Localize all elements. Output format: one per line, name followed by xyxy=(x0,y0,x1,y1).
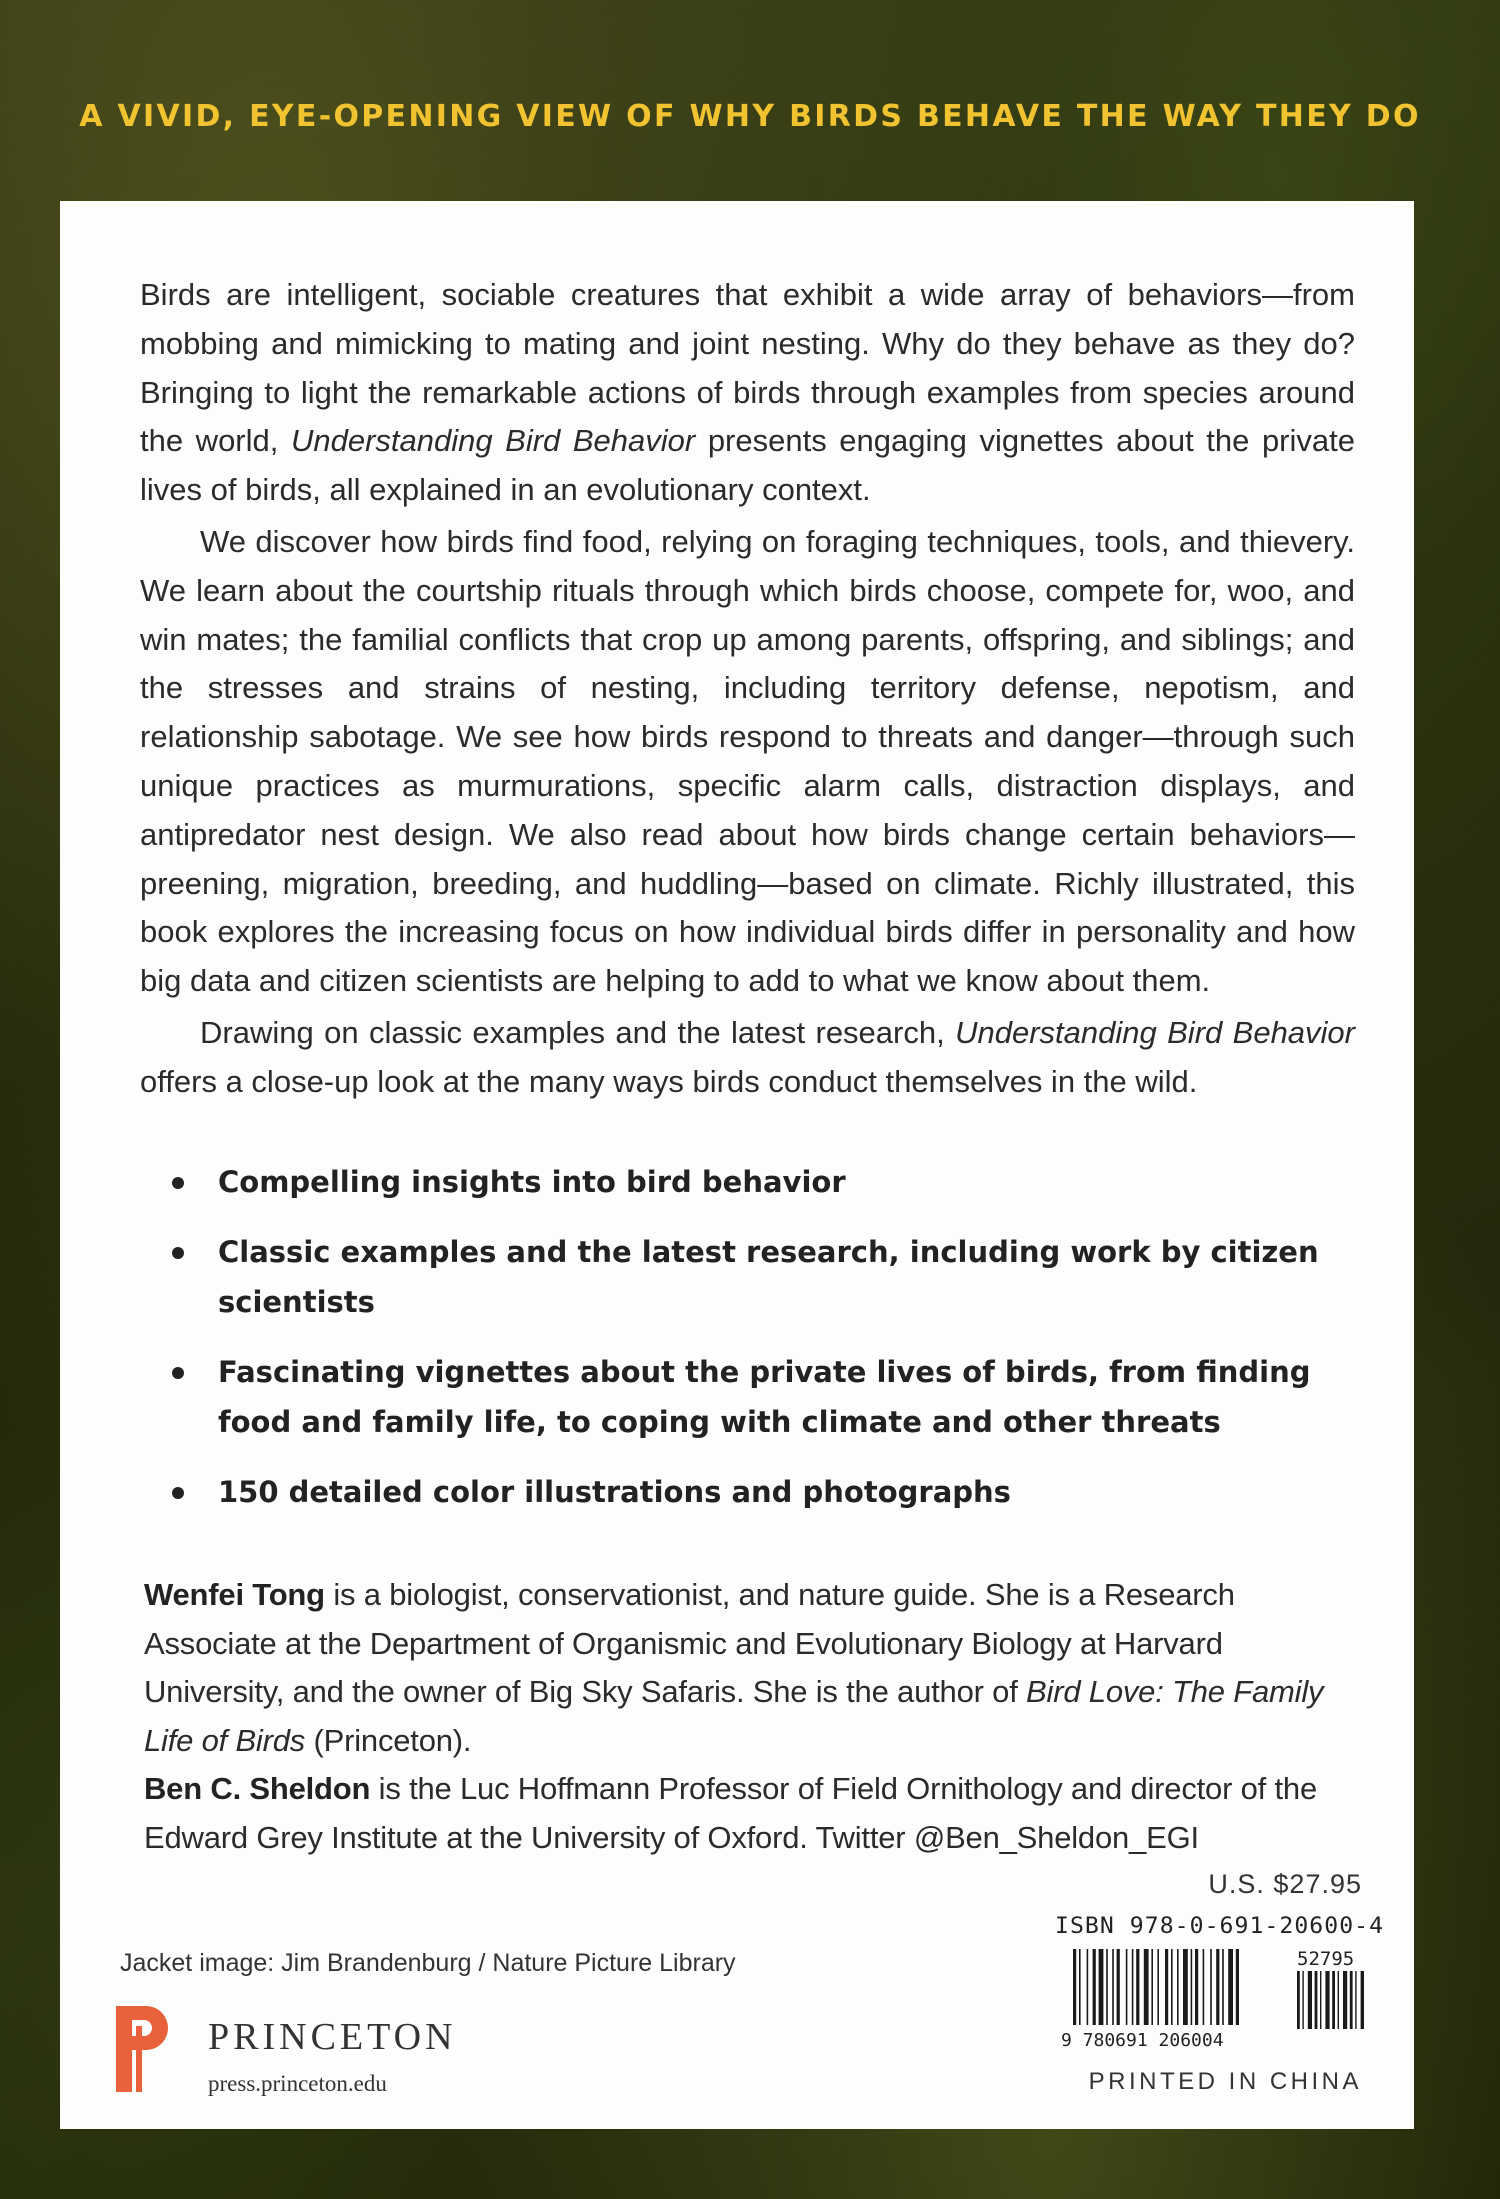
barcode-addon-bar xyxy=(1320,1971,1321,2029)
barcode-bar xyxy=(1087,1949,1089,2025)
bullet-dot-icon xyxy=(172,1247,184,1259)
description-panel xyxy=(60,201,1414,2129)
barcode-addon-digits: 52795 xyxy=(1297,1949,1355,1970)
bullet-item xyxy=(170,1347,1360,1447)
barcode-bar xyxy=(1073,1949,1076,2025)
bullet-dot-icon xyxy=(172,1487,184,1499)
author-1-bio: is a biologist, conservationist, and nature guide. She is a Research Associate at the Department of Organismic and Evolutionary Biology at Harvard University, and the owner of Big Sky Safaris. She is the author of xyxy=(144,1577,1235,1709)
bullet-text: Classic examples and the latest research, including work by citizen scientists xyxy=(218,1235,1319,1319)
barcode-bar xyxy=(1191,1949,1193,2025)
barcode-bar xyxy=(1177,1949,1179,2025)
bullet-item xyxy=(170,1227,1360,1327)
barcode-addon-bar xyxy=(1297,1971,1300,2029)
author-2-name: Ben C. Sheldon xyxy=(144,1771,371,1806)
barcode-bar xyxy=(1112,1949,1114,2025)
barcode-addon-bar xyxy=(1325,1971,1329,2029)
p3-text-b: offers a close-up look at the many ways birds conduct themselves in the wild. xyxy=(140,1063,1198,1099)
author-bio xyxy=(144,1571,1359,1862)
princeton-logo-icon xyxy=(116,2006,168,2092)
bullet-dot-icon xyxy=(172,1177,184,1189)
barcode-bar xyxy=(1157,1949,1159,2025)
barcode-addon-bar xyxy=(1343,1971,1347,2029)
p1-text-b: presents engaging vignettes about the private lives of birds, all explained in an evolutionary context. xyxy=(140,423,1355,508)
barcode-bar xyxy=(1136,1949,1139,2025)
barcode-bar xyxy=(1079,1949,1081,2025)
description-paragraph-1 xyxy=(140,271,1355,515)
barcode-addon-bar xyxy=(1315,1971,1318,2029)
feature-bullets xyxy=(170,1157,1360,1537)
barcode-bar xyxy=(1132,1949,1134,2025)
description-paragraph-3 xyxy=(140,1009,1355,1107)
barcode-addon-bar xyxy=(1350,1971,1353,2029)
barcode-digits: 9 780691 206004 xyxy=(1061,2030,1224,2049)
barcode-bar xyxy=(1099,1949,1104,2025)
publisher-name: PRINCETON xyxy=(208,2016,457,2058)
book-title: Understanding Bird Behavior xyxy=(290,423,696,459)
price: U.S. $27.95 xyxy=(1208,1869,1362,1899)
barcode-bar xyxy=(1203,1949,1205,2025)
barcode-bar xyxy=(1228,1949,1233,2025)
barcode-addon-bar xyxy=(1355,1971,1356,2029)
p1-text-a: Birds are intelligent, sociable creatures that exhibit a wide array of behaviors—from mobbing and mimicking to mating and joint nesting. Why do they behave as they do? Bringing to light the remarkable actions of birds through examples from species around the world, xyxy=(140,277,1355,459)
barcode-bar xyxy=(1093,1949,1096,2025)
barcode-bar xyxy=(1236,1949,1239,2025)
barcode-bar xyxy=(1195,1949,1198,2025)
description-paragraph-2: We discover how birds find food, relying on foraging techniques, tools, and thievery. We learn about the courtship rituals through which birds choose, compete for, woo, and win mates; the familial conflicts that crop up among parents, offspring, and siblings; and the stresses and strains of nesting, including territory defense, nepotism, and relationship sabotage. We see how birds respond to threats and danger—through such unique practices as murmurations, specific alarm calls, distraction displays, and antipredator nest design. We also read about how birds change certain behaviors—preening, migration, breeding, and huddling—based on climate. Richly illustrated, this book explores the increasing focus on how individual birds differ in personality and how big data and citizen scientists are helping to add to what we know about them. xyxy=(140,523,1355,999)
barcode-addon-bar xyxy=(1308,1971,1312,2029)
printed-in: PRINTED IN CHINA xyxy=(1088,2068,1362,2095)
bullet-item xyxy=(170,1157,1360,1207)
barcode-addon-bar xyxy=(1338,1971,1339,2029)
book-description xyxy=(140,271,1355,1110)
publisher-url: press.princeton.edu xyxy=(208,2071,387,2096)
author-1-bio-end: (Princeton). xyxy=(305,1722,472,1758)
barcode xyxy=(1059,1949,1364,2049)
barcode-addon-bar xyxy=(1361,1971,1364,2029)
barcode-bar xyxy=(1216,1949,1219,2025)
barcode-bar xyxy=(1165,1949,1168,2025)
book-title: Understanding Bird Behavior xyxy=(955,1014,1355,1050)
p3-text-a: Drawing on classic examples and the latest research, xyxy=(200,1014,956,1050)
bullet-text: 150 detailed color illustrations and photographs xyxy=(218,1475,1011,1509)
barcode-bar xyxy=(1151,1949,1153,2025)
bullet-text: Fascinating vignettes about the private lives of birds, from finding food and family life, to coping with climate and other threats xyxy=(218,1355,1311,1439)
barcode-bar xyxy=(1171,1949,1173,2025)
barcode-bar xyxy=(1222,1949,1224,2025)
author-2-bio: is the Luc Hoffmann Professor of Field Ornithology and director of the Edward Grey Institute at the University of Oxford. Twitter @Ben_Sheldon_EGI xyxy=(144,1771,1317,1855)
bullet-text: Compelling insights into bird behavior xyxy=(218,1165,846,1199)
previous-book-title: Bird Love: The Family Life of Birds xyxy=(144,1674,1324,1758)
barcode-bar xyxy=(1106,1949,1108,2025)
barcode-addon-bar xyxy=(1332,1971,1335,2029)
tagline: A VIVID, EYE-OPENING VIEW OF WHY BIRDS BEHAVE THE WAY THEY DO xyxy=(79,99,1421,134)
barcode-bar xyxy=(1117,1949,1120,2025)
isbn: ISBN 978-0-691-20600-4 xyxy=(1055,1914,1385,1939)
bullet-dot-icon xyxy=(172,1367,184,1379)
jacket-credit: Jacket image: Jim Brandenburg / Nature Picture Library xyxy=(120,1949,736,1977)
barcode-bar xyxy=(1126,1949,1128,2025)
bullet-item xyxy=(170,1467,1360,1517)
barcode-addon-bar xyxy=(1302,1971,1303,2029)
barcode-bar xyxy=(1144,1949,1149,2025)
author-1-name: Wenfei Tong xyxy=(144,1577,325,1612)
barcode-bar xyxy=(1183,1949,1188,2025)
barcode-bar xyxy=(1210,1949,1212,2025)
